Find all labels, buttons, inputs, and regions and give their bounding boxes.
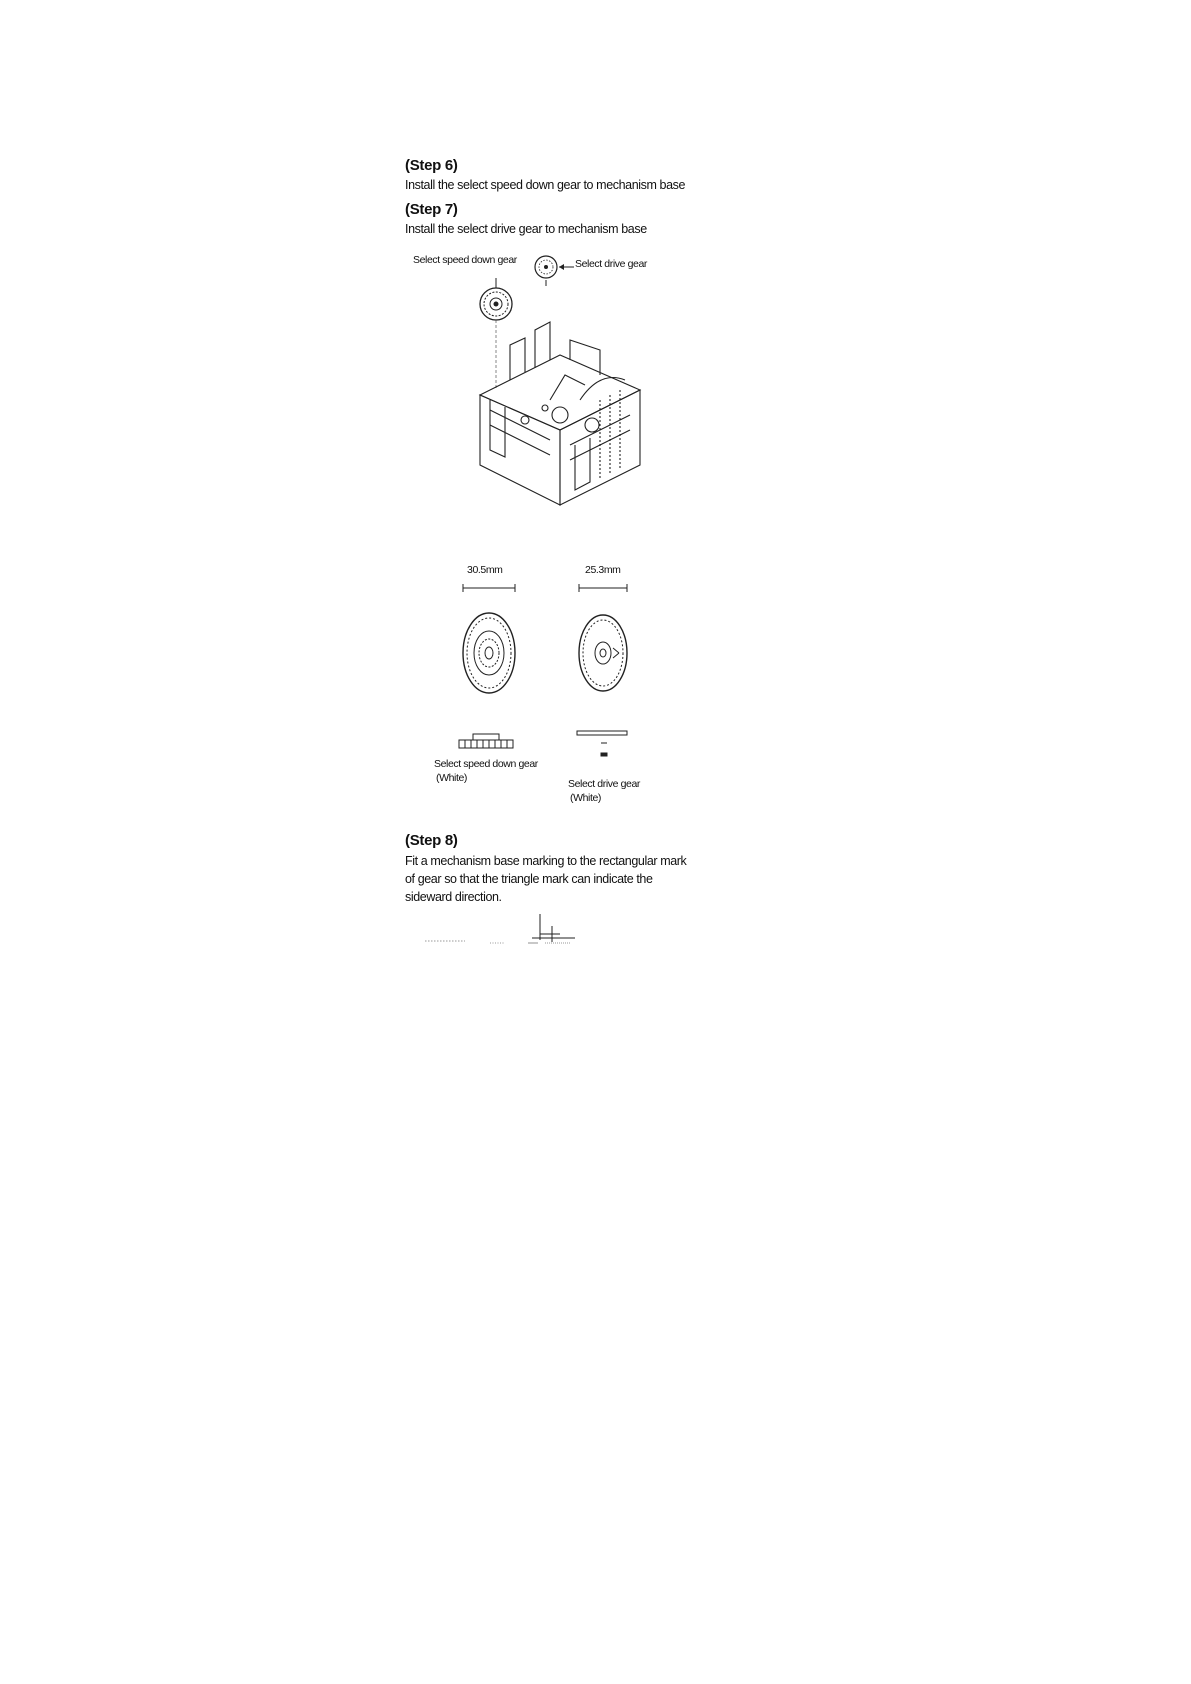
label-select-speed-down-gear: Select speed down gear xyxy=(413,254,517,266)
step8-title: (Step 8) xyxy=(405,832,458,849)
step8-line2: of gear so that the triangle mark can indicate the xyxy=(405,872,653,886)
step7-text: Install the select drive gear to mechanism base xyxy=(405,222,647,236)
caption-speed-down-gear-color: (White) xyxy=(436,772,468,784)
caption-drive-gear: Select drive gear xyxy=(568,778,640,790)
speed-down-gear-front-icon xyxy=(463,613,515,693)
dimension-line-right-icon xyxy=(579,584,627,592)
dimension-line-left-icon xyxy=(463,584,515,592)
step8-diagram-fragment xyxy=(420,910,600,950)
mechanism-assembly-illustration xyxy=(450,250,710,550)
caption-drive-gear-color: (White) xyxy=(570,792,602,804)
label-select-drive-gear: Select drive gear xyxy=(575,258,647,270)
dimension-right-label: 25.3mm xyxy=(585,564,621,576)
speed-down-gear-side-icon xyxy=(459,734,513,748)
step7-title: (Step 7) xyxy=(405,201,458,218)
dimension-left-label: 30.5mm xyxy=(467,564,503,576)
caption-speed-down-gear: Select speed down gear xyxy=(434,758,538,770)
step8-line3: sideward direction. xyxy=(405,890,502,904)
drive-gear-side-icon xyxy=(577,731,627,756)
drive-gear-front-icon xyxy=(579,615,627,691)
step6-title: (Step 6) xyxy=(405,157,458,174)
mechanism-base-icon xyxy=(480,322,640,505)
speed-down-gear-icon xyxy=(480,278,512,390)
step6-text: Install the select speed down gear to mechanism base xyxy=(405,178,686,192)
step8-line1: Fit a mechanism base marking to the rectangular mark xyxy=(405,854,687,868)
small-drive-gear-icon xyxy=(535,256,574,286)
